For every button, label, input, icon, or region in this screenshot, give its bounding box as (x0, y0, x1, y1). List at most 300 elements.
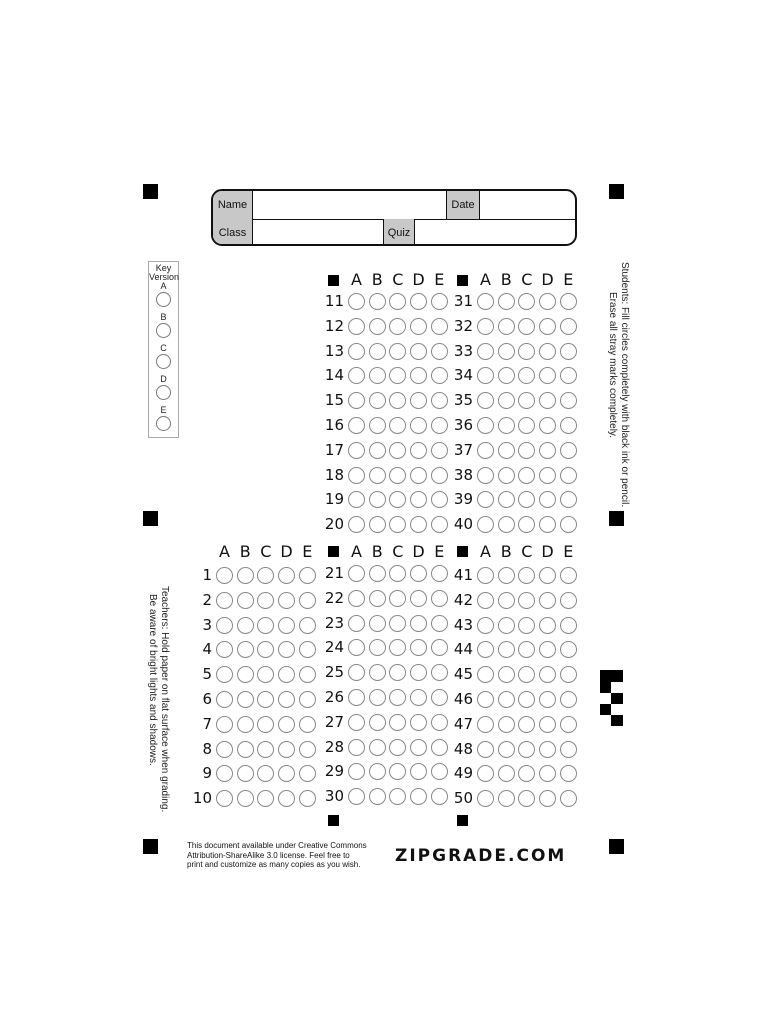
answer-bubble-44-b[interactable] (498, 641, 515, 658)
name-field[interactable] (253, 191, 447, 219)
answer-bubble-2-e[interactable] (299, 592, 316, 609)
answer-bubble-25-c[interactable] (389, 664, 406, 681)
key-version-title: Key (155, 263, 172, 273)
answer-bubble-22-e[interactable] (431, 590, 448, 607)
answer-bubble-37-b[interactable] (498, 442, 515, 459)
answer-bubble-37-d[interactable] (539, 442, 556, 459)
answer-bubble-1-b[interactable] (237, 567, 254, 584)
answer-bubble-47-c[interactable] (518, 716, 535, 733)
answer-bubble-48-c[interactable] (518, 741, 535, 758)
answer-bubble-5-a[interactable] (216, 666, 233, 683)
answer-bubble-18-e[interactable] (431, 467, 448, 484)
answer-bubble-34-a[interactable] (477, 367, 494, 384)
answer-bubble-3-e[interactable] (299, 617, 316, 634)
question-number-6: 6 (202, 690, 212, 708)
choice-header-b: B (371, 542, 383, 561)
choice-header-d: D (412, 270, 425, 289)
answer-bubble-26-d[interactable] (410, 689, 427, 706)
answer-bubble-23-c[interactable] (389, 615, 406, 632)
answer-bubble-42-a[interactable] (477, 592, 494, 609)
answer-bubble-32-e[interactable] (560, 318, 577, 335)
answer-bubble-9-e[interactable] (299, 765, 316, 782)
answer-bubble-12-e[interactable] (431, 318, 448, 335)
answer-bubble-32-a[interactable] (477, 318, 494, 335)
choice-header-b: B (239, 542, 251, 561)
key-version-bubble-c[interactable] (156, 354, 171, 369)
answer-bubble-29-c[interactable] (389, 763, 406, 780)
answer-bubble-48-a[interactable] (477, 741, 494, 758)
key-version-letter-c: C (160, 343, 167, 353)
question-number-46: 46 (453, 690, 473, 708)
answer-bubble-2-c[interactable] (257, 592, 274, 609)
answer-bubble-18-a[interactable] (348, 467, 365, 484)
answer-bubble-37-e[interactable] (560, 442, 577, 459)
choice-header-c: C (392, 270, 404, 289)
answer-bubble-50-d[interactable] (539, 790, 556, 807)
quiz-field[interactable] (415, 219, 575, 246)
answer-bubble-35-a[interactable] (477, 392, 494, 409)
answer-bubble-38-a[interactable] (477, 467, 494, 484)
key-version-bubble-a[interactable] (156, 292, 171, 307)
teachers-instructions (146, 586, 170, 812)
answer-bubble-20-d[interactable] (410, 516, 427, 533)
answer-bubble-14-e[interactable] (431, 367, 448, 384)
answer-bubble-6-d[interactable] (278, 691, 295, 708)
answer-bubble-20-a[interactable] (348, 516, 365, 533)
question-number-7: 7 (202, 714, 212, 733)
answer-bubble-3-b[interactable] (237, 617, 254, 634)
question-number-48: 48 (453, 739, 473, 758)
question-number-30: 30 (324, 787, 344, 806)
question-number-3: 3 (202, 615, 212, 634)
answer-bubble-37-c[interactable] (518, 442, 535, 459)
answer-bubble-14-a[interactable] (348, 367, 365, 384)
answer-bubble-13-e[interactable] (431, 343, 448, 360)
key-version-bubble-b[interactable] (156, 323, 171, 338)
answer-bubble-40-c[interactable] (518, 516, 535, 533)
answer-bubble-22-c[interactable] (389, 590, 406, 607)
answer-bubble-34-c[interactable] (518, 367, 535, 384)
answer-bubble-1-d[interactable] (278, 567, 295, 584)
answer-bubble-41-b[interactable] (498, 567, 515, 584)
answer-bubble-28-c[interactable] (389, 739, 406, 756)
answer-bubble-45-c[interactable] (518, 666, 535, 683)
answer-bubble-38-b[interactable] (498, 467, 515, 484)
answer-bubble-17-e[interactable] (431, 442, 448, 459)
answer-bubble-49-a[interactable] (477, 765, 494, 782)
answer-bubble-9-d[interactable] (278, 765, 295, 782)
answer-bubble-49-b[interactable] (498, 765, 515, 782)
answer-bubble-34-b[interactable] (498, 367, 515, 384)
answer-bubble-31-e[interactable] (560, 293, 577, 310)
answer-bubble-44-a[interactable] (477, 641, 494, 658)
answer-bubble-8-b[interactable] (237, 741, 254, 758)
answer-bubble-11-a[interactable] (348, 293, 365, 310)
answer-bubble-47-a[interactable] (477, 716, 494, 733)
question-number-15: 15 (324, 391, 344, 410)
answer-bubble-19-b[interactable] (369, 491, 386, 508)
answer-bubble-7-a[interactable] (216, 716, 233, 733)
answer-bubble-41-a[interactable] (477, 567, 494, 584)
answer-bubble-25-b[interactable] (369, 664, 386, 681)
answer-bubble-7-e[interactable] (299, 716, 316, 733)
answer-bubble-15-c[interactable] (389, 392, 406, 409)
answer-bubble-30-b[interactable] (369, 788, 386, 805)
answer-bubble-26-b[interactable] (369, 689, 386, 706)
key-version-title: Version (149, 272, 180, 282)
answer-bubble-47-d[interactable] (539, 716, 556, 733)
answer-bubble-44-d[interactable] (539, 641, 556, 658)
answer-bubble-28-e[interactable] (431, 739, 448, 756)
answer-bubble-4-b[interactable] (237, 641, 254, 658)
answer-bubble-29-e[interactable] (431, 763, 448, 780)
answer-bubble-36-d[interactable] (539, 417, 556, 434)
answer-bubble-27-b[interactable] (369, 714, 386, 731)
answer-bubble-2-b[interactable] (237, 592, 254, 609)
answer-bubble-39-a[interactable] (477, 491, 494, 508)
answer-bubble-5-d[interactable] (278, 666, 295, 683)
answer-bubble-27-e[interactable] (431, 714, 448, 731)
answer-bubble-26-e[interactable] (431, 689, 448, 706)
answer-bubble-21-c[interactable] (389, 565, 406, 582)
answer-bubble-24-a[interactable] (348, 639, 365, 656)
answer-bubble-41-c[interactable] (518, 567, 535, 584)
answer-bubble-15-b[interactable] (369, 392, 386, 409)
question-number-47: 47 (453, 714, 473, 733)
answer-bubble-30-e[interactable] (431, 788, 448, 805)
answer-bubble-19-c[interactable] (389, 491, 406, 508)
answer-bubble-2-d[interactable] (278, 592, 295, 609)
answer-bubble-29-d[interactable] (410, 763, 427, 780)
answer-bubble-4-c[interactable] (257, 641, 274, 658)
answer-bubble-11-d[interactable] (410, 293, 427, 310)
answer-bubble-22-b[interactable] (369, 590, 386, 607)
answer-bubble-12-b[interactable] (369, 318, 386, 335)
answer-bubble-15-e[interactable] (431, 392, 448, 409)
answer-bubble-19-d[interactable] (410, 491, 427, 508)
answer-bubble-48-b[interactable] (498, 741, 515, 758)
answer-bubble-44-e[interactable] (560, 641, 577, 658)
answer-bubble-15-a[interactable] (348, 392, 365, 409)
answer-bubble-8-e[interactable] (299, 741, 316, 758)
answer-bubble-10-e[interactable] (299, 790, 316, 807)
answer-bubble-24-d[interactable] (410, 639, 427, 656)
answer-bubble-18-c[interactable] (389, 467, 406, 484)
answer-bubble-26-c[interactable] (389, 689, 406, 706)
answer-bubble-42-b[interactable] (498, 592, 515, 609)
answer-bubble-22-a[interactable] (348, 590, 365, 607)
column-marker (328, 546, 339, 557)
answer-bubble-39-c[interactable] (518, 491, 535, 508)
answer-bubble-43-d[interactable] (539, 617, 556, 634)
answer-bubble-27-d[interactable] (410, 714, 427, 731)
answer-bubble-38-c[interactable] (518, 467, 535, 484)
answer-bubble-31-b[interactable] (498, 293, 515, 310)
answer-bubble-39-d[interactable] (539, 491, 556, 508)
answer-bubble-25-d[interactable] (410, 664, 427, 681)
answer-bubble-14-c[interactable] (389, 367, 406, 384)
answer-bubble-50-c[interactable] (518, 790, 535, 807)
answer-bubble-1-e[interactable] (299, 567, 316, 584)
answer-bubble-49-c[interactable] (518, 765, 535, 782)
answer-bubble-13-b[interactable] (369, 343, 386, 360)
answer-bubble-47-e[interactable] (560, 716, 577, 733)
answer-bubble-18-b[interactable] (369, 467, 386, 484)
answer-bubble-42-e[interactable] (560, 592, 577, 609)
answer-bubble-17-b[interactable] (369, 442, 386, 459)
answer-bubble-6-e[interactable] (299, 691, 316, 708)
answer-bubble-11-b[interactable] (369, 293, 386, 310)
answer-bubble-26-a[interactable] (348, 689, 365, 706)
answer-bubble-39-e[interactable] (560, 491, 577, 508)
answer-bubble-8-a[interactable] (216, 741, 233, 758)
answer-bubble-24-e[interactable] (431, 639, 448, 656)
answer-bubble-5-b[interactable] (237, 666, 254, 683)
answer-bubble-30-a[interactable] (348, 788, 365, 805)
answer-bubble-23-d[interactable] (410, 615, 427, 632)
question-number-37: 37 (453, 440, 473, 459)
question-number-2: 2 (202, 590, 212, 609)
answer-bubble-10-a[interactable] (216, 790, 233, 807)
answer-bubble-13-c[interactable] (389, 343, 406, 360)
answer-bubble-46-a[interactable] (477, 691, 494, 708)
answer-bubble-27-c[interactable] (389, 714, 406, 731)
answer-bubble-21-a[interactable] (348, 565, 365, 582)
answer-bubble-17-d[interactable] (410, 442, 427, 459)
answer-bubble-9-a[interactable] (216, 765, 233, 782)
answer-bubble-33-c[interactable] (518, 343, 535, 360)
answer-bubble-46-b[interactable] (498, 691, 515, 708)
answer-bubble-9-b[interactable] (237, 765, 254, 782)
answer-bubble-45-a[interactable] (477, 666, 494, 683)
answer-bubble-16-e[interactable] (431, 417, 448, 434)
answer-bubble-6-a[interactable] (216, 691, 233, 708)
answer-bubble-36-e[interactable] (560, 417, 577, 434)
answer-bubble-40-e[interactable] (560, 516, 577, 533)
answer-bubble-17-a[interactable] (348, 442, 365, 459)
answer-bubble-48-e[interactable] (560, 741, 577, 758)
answer-bubble-45-d[interactable] (539, 666, 556, 683)
answer-bubble-47-b[interactable] (498, 716, 515, 733)
answer-bubble-16-b[interactable] (369, 417, 386, 434)
answer-bubble-20-c[interactable] (389, 516, 406, 533)
answer-bubble-21-e[interactable] (431, 565, 448, 582)
answer-bubble-5-c[interactable] (257, 666, 274, 683)
answer-bubble-12-a[interactable] (348, 318, 365, 335)
answer-bubble-50-e[interactable] (560, 790, 577, 807)
answer-bubble-33-e[interactable] (560, 343, 577, 360)
answer-bubble-10-d[interactable] (278, 790, 295, 807)
choice-header-c: C (521, 270, 533, 289)
answer-bubble-27-a[interactable] (348, 714, 365, 731)
answer-bubble-12-c[interactable] (389, 318, 406, 335)
answer-bubble-1-c[interactable] (257, 567, 274, 584)
answer-bubble-9-c[interactable] (257, 765, 274, 782)
answer-bubble-33-b[interactable] (498, 343, 515, 360)
question-number-11: 11 (324, 292, 344, 310)
answer-bubble-28-a[interactable] (348, 739, 365, 756)
answer-bubble-36-c[interactable] (518, 417, 535, 434)
answer-bubble-41-d[interactable] (539, 567, 556, 584)
answer-bubble-22-d[interactable] (410, 590, 427, 607)
answer-bubble-12-d[interactable] (410, 318, 427, 335)
question-number-39: 39 (453, 490, 473, 509)
answer-bubble-10-c[interactable] (257, 790, 274, 807)
answer-bubble-34-d[interactable] (539, 367, 556, 384)
question-number-44: 44 (453, 640, 473, 659)
answer-bubble-11-e[interactable] (431, 293, 448, 310)
answer-bubble-33-a[interactable] (477, 343, 494, 360)
answer-bubble-49-e[interactable] (560, 765, 577, 782)
answer-bubble-29-a[interactable] (348, 763, 365, 780)
question-number-29: 29 (324, 762, 344, 781)
answer-bubble-35-b[interactable] (498, 392, 515, 409)
answer-bubble-38-d[interactable] (539, 467, 556, 484)
answer-bubble-43-c[interactable] (518, 617, 535, 634)
answer-bubble-36-a[interactable] (477, 417, 494, 434)
question-number-45: 45 (453, 665, 473, 684)
answer-bubble-18-d[interactable] (410, 467, 427, 484)
answer-bubble-19-e[interactable] (431, 491, 448, 508)
answer-bubble-16-c[interactable] (389, 417, 406, 434)
answer-bubble-7-d[interactable] (278, 716, 295, 733)
answer-bubble-50-a[interactable] (477, 790, 494, 807)
answer-bubble-7-c[interactable] (257, 716, 274, 733)
answer-bubble-6-c[interactable] (257, 691, 274, 708)
answer-bubble-40-a[interactable] (477, 516, 494, 533)
answer-bubble-31-a[interactable] (477, 293, 494, 310)
answer-bubble-30-c[interactable] (389, 788, 406, 805)
answer-bubble-3-a[interactable] (216, 617, 233, 634)
answer-bubble-49-d[interactable] (539, 765, 556, 782)
answer-bubble-15-d[interactable] (410, 392, 427, 409)
question-number-34: 34 (453, 366, 473, 385)
question-number-5: 5 (202, 665, 212, 684)
answer-bubble-10-b[interactable] (237, 790, 254, 807)
answer-bubble-23-a[interactable] (348, 615, 365, 632)
answer-bubble-14-b[interactable] (369, 367, 386, 384)
answer-bubble-29-b[interactable] (369, 763, 386, 780)
answer-bubble-45-b[interactable] (498, 666, 515, 683)
answer-bubble-17-c[interactable] (389, 442, 406, 459)
answer-bubble-14-d[interactable] (410, 367, 427, 384)
key-version-bubble-d[interactable] (156, 385, 171, 400)
date-field[interactable] (480, 191, 575, 219)
answer-bubble-39-b[interactable] (498, 491, 515, 508)
answer-bubble-42-d[interactable] (539, 592, 556, 609)
answer-bubble-24-b[interactable] (369, 639, 386, 656)
question-number-10: 10 (192, 789, 212, 808)
answer-bubble-32-c[interactable] (518, 318, 535, 335)
answer-bubble-19-a[interactable] (348, 491, 365, 508)
question-number-12: 12 (324, 316, 344, 335)
answer-bubble-3-d[interactable] (278, 617, 295, 634)
question-number-32: 32 (453, 316, 473, 335)
answer-bubble-34-e[interactable] (560, 367, 577, 384)
question-number-33: 33 (453, 341, 473, 360)
answer-bubble-33-d[interactable] (539, 343, 556, 360)
answer-bubble-31-d[interactable] (539, 293, 556, 310)
answer-bubble-46-c[interactable] (518, 691, 535, 708)
key-version-letter-b: B (160, 312, 167, 322)
answer-bubble-5-e[interactable] (299, 666, 316, 683)
choice-header-a: A (351, 542, 362, 561)
answer-bubble-35-d[interactable] (539, 392, 556, 409)
key-version-bubble-e[interactable] (156, 416, 171, 431)
question-number-25: 25 (324, 663, 344, 682)
answer-bubble-28-b[interactable] (369, 739, 386, 756)
license-line3: print and customize as many copies as you wish. (187, 860, 361, 869)
answer-bubble-41-e[interactable] (560, 567, 577, 584)
answer-bubble-21-b[interactable] (369, 565, 386, 582)
answer-bubble-1-a[interactable] (216, 567, 233, 584)
answer-bubble-11-c[interactable] (389, 293, 406, 310)
answer-bubble-50-b[interactable] (498, 790, 515, 807)
column-marker (457, 275, 468, 286)
answer-bubble-28-d[interactable] (410, 739, 427, 756)
answer-bubble-8-d[interactable] (278, 741, 295, 758)
answer-bubble-6-b[interactable] (237, 691, 254, 708)
answer-bubble-21-d[interactable] (410, 565, 427, 582)
choice-header-b: B (500, 542, 512, 561)
answer-bubble-13-a[interactable] (348, 343, 365, 360)
answer-bubble-45-e[interactable] (560, 666, 577, 683)
answer-bubble-46-d[interactable] (539, 691, 556, 708)
answer-bubble-16-d[interactable] (410, 417, 427, 434)
date-label: Date (447, 191, 480, 219)
answer-bubble-16-a[interactable] (348, 417, 365, 434)
answer-bubble-43-a[interactable] (477, 617, 494, 634)
answer-bubble-25-e[interactable] (431, 664, 448, 681)
answer-bubble-44-c[interactable] (518, 641, 535, 658)
answer-bubble-2-a[interactable] (216, 592, 233, 609)
answer-bubble-35-e[interactable] (560, 392, 577, 409)
answer-bubble-24-c[interactable] (389, 639, 406, 656)
answer-bubble-35-c[interactable] (518, 392, 535, 409)
answer-bubble-38-e[interactable] (560, 467, 577, 484)
class-field[interactable] (253, 219, 384, 246)
answer-bubble-37-a[interactable] (477, 442, 494, 459)
answer-bubble-25-a[interactable] (348, 664, 365, 681)
answer-bubble-4-a[interactable] (216, 641, 233, 658)
answer-bubble-32-d[interactable] (539, 318, 556, 335)
answer-bubble-3-c[interactable] (257, 617, 274, 634)
registration-mark-bottom-right (609, 839, 624, 854)
answer-bubble-30-d[interactable] (410, 788, 427, 805)
answer-bubble-40-d[interactable] (539, 516, 556, 533)
answer-bubble-13-d[interactable] (410, 343, 427, 360)
answer-bubble-20-b[interactable] (369, 516, 386, 533)
answer-bubble-4-e[interactable] (299, 641, 316, 658)
answer-bubble-40-b[interactable] (498, 516, 515, 533)
answer-bubble-48-d[interactable] (539, 741, 556, 758)
answer-bubble-8-c[interactable] (257, 741, 274, 758)
answer-bubble-43-e[interactable] (560, 617, 577, 634)
answer-bubble-7-b[interactable] (237, 716, 254, 733)
choice-header-c: C (392, 542, 404, 561)
answer-bubble-4-d[interactable] (278, 641, 295, 658)
answer-bubble-46-e[interactable] (560, 691, 577, 708)
answer-bubble-23-b[interactable] (369, 615, 386, 632)
answer-bubble-31-c[interactable] (518, 293, 535, 310)
answer-bubble-36-b[interactable] (498, 417, 515, 434)
answer-bubble-32-b[interactable] (498, 318, 515, 335)
answer-bubble-20-e[interactable] (431, 516, 448, 533)
answer-bubble-42-c[interactable] (518, 592, 535, 609)
key-version-letter-a: A (160, 281, 167, 291)
answer-bubble-43-b[interactable] (498, 617, 515, 634)
answer-bubble-23-e[interactable] (431, 615, 448, 632)
